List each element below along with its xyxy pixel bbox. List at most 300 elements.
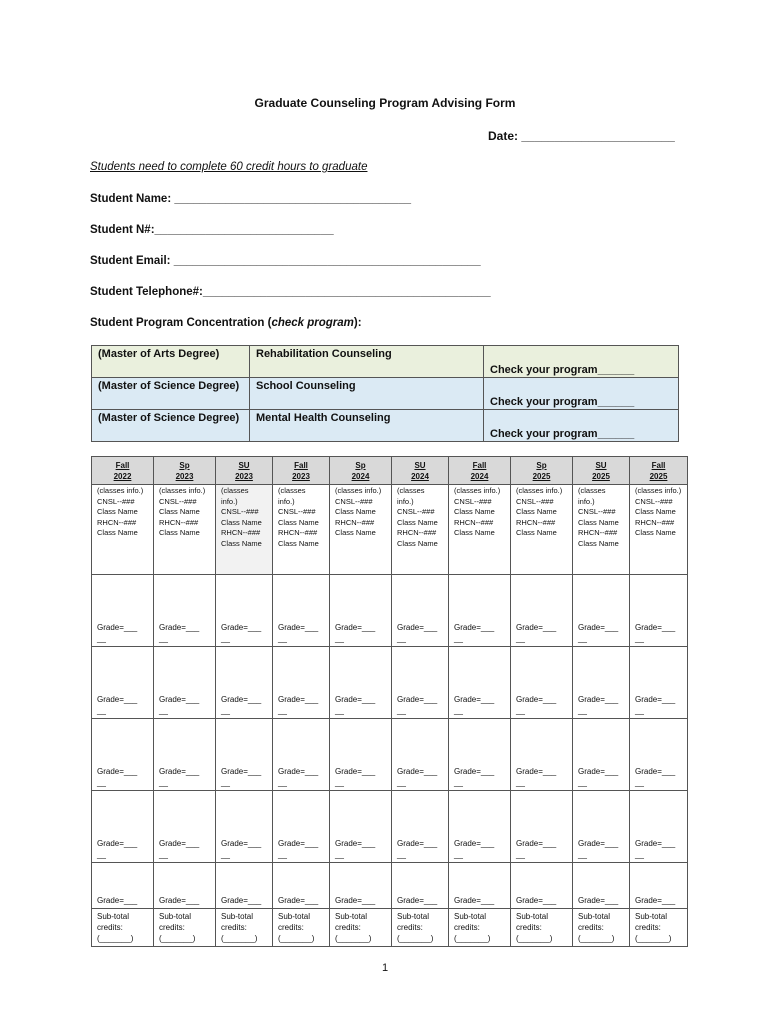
grade-cell[interactable] xyxy=(449,791,511,863)
class-info-line: (classes info.) xyxy=(97,486,144,495)
grade-cell[interactable] xyxy=(449,719,511,791)
grade-cell[interactable] xyxy=(630,791,688,863)
subtotal-line: credits: xyxy=(221,923,247,932)
class-info-cell[interactable] xyxy=(92,485,154,575)
grade-label: Grade=___ xyxy=(159,839,200,848)
class-info-cell[interactable] xyxy=(573,485,630,575)
class-info-line: (classes info.) xyxy=(159,486,206,495)
grade-blank: __ xyxy=(97,850,106,859)
student-name-field[interactable]: Student Name: _____________________________________ xyxy=(90,193,411,205)
subtotal-cell[interactable] xyxy=(573,909,630,947)
program-row xyxy=(92,346,679,378)
grade-row xyxy=(92,647,688,719)
grade-label: Grade=___ xyxy=(454,896,495,905)
subtotal-line: Sub-total xyxy=(278,912,311,921)
class-info-line: (classes info.) xyxy=(516,486,563,495)
grade-cell[interactable] xyxy=(573,791,630,863)
grade-label: Grade=___ xyxy=(335,623,376,632)
grade-blank: __ xyxy=(516,706,525,715)
grade-blank: __ xyxy=(578,706,587,715)
class-info-line: Class Name xyxy=(278,538,319,548)
grade-blank: __ xyxy=(635,706,644,715)
grade-blank: __ xyxy=(578,778,587,787)
program-concentration-label: Student Program Concentration (check program): xyxy=(90,317,362,329)
page-number: 1 xyxy=(381,962,389,974)
term-name: Sp xyxy=(355,461,366,470)
check-program-cell[interactable]: Check your program______ xyxy=(484,410,679,442)
grade-row xyxy=(92,575,688,647)
subtotal-line: (_______) xyxy=(97,934,134,943)
grade-cell[interactable] xyxy=(92,791,154,863)
grade-label: Grade=___ xyxy=(97,767,138,776)
class-info-cell[interactable] xyxy=(273,485,330,575)
class-info-line: (classes xyxy=(397,486,425,495)
grade-cell[interactable] xyxy=(273,863,330,909)
class-info-line: CNSL--### xyxy=(159,496,197,506)
grade-blank: __ xyxy=(159,706,168,715)
check-program-cell[interactable]: Check your program______ xyxy=(484,378,679,410)
class-info-line: info.) xyxy=(221,496,238,506)
subtotal-line: credits: xyxy=(278,923,304,932)
subtotal-line: credits: xyxy=(516,923,542,932)
class-info-line: Class Name xyxy=(159,528,200,537)
subtotal-line: credits: xyxy=(335,923,361,932)
grade-label: Grade=___ xyxy=(159,695,200,704)
grade-label: Grade=___ xyxy=(578,623,619,632)
grade-cell[interactable] xyxy=(330,791,392,863)
grade-label: Grade=___ xyxy=(397,695,438,704)
grade-blank: __ xyxy=(97,706,106,715)
grade-cell[interactable] xyxy=(154,791,216,863)
term-name: SU xyxy=(414,461,426,470)
grade-cell[interactable] xyxy=(92,575,154,647)
term-year: 2024 xyxy=(351,472,370,481)
grade-blank: __ xyxy=(221,706,230,715)
grade-label: Grade=___ xyxy=(278,767,319,776)
grade-cell[interactable] xyxy=(154,719,216,791)
grade-blank: __ xyxy=(454,706,463,715)
grade-blank: __ xyxy=(97,634,106,643)
class-info-line: Class Name xyxy=(221,517,262,527)
grade-label: Grade=___ xyxy=(516,695,557,704)
grade-cell[interactable] xyxy=(154,575,216,647)
subtotal-line: Sub-total xyxy=(335,912,368,921)
class-info-line: RHCN--### xyxy=(454,517,494,527)
class-info-line: Class Name xyxy=(159,507,200,516)
class-info-line: (classes info.) xyxy=(335,486,382,495)
grade-blank: __ xyxy=(635,778,644,787)
grade-label: Grade=___ xyxy=(397,623,438,632)
grade-label: Grade=___ xyxy=(635,767,676,776)
term-header-cell xyxy=(216,457,273,485)
grade-blank: __ xyxy=(159,778,168,787)
subtotal-row xyxy=(92,909,688,947)
grade-cell[interactable] xyxy=(511,863,573,909)
term-year: 2024 xyxy=(411,472,429,481)
grade-label: Grade=___ xyxy=(397,896,438,905)
term-header-cell xyxy=(92,457,154,485)
grade-label: Grade=___ xyxy=(335,695,376,704)
class-info-line: Class Name xyxy=(516,528,557,537)
grade-label: Grade=___ xyxy=(159,767,200,776)
term-name: Fall xyxy=(472,461,487,470)
class-info-line: RHCN--### xyxy=(335,517,375,527)
grade-cell[interactable] xyxy=(449,647,511,719)
program-table xyxy=(91,345,679,442)
term-year: 2022 xyxy=(113,472,132,481)
subtotal-line: credits: xyxy=(578,923,604,932)
grade-label: Grade=___ xyxy=(97,623,138,632)
degree-cell: (Master of Science Degree) xyxy=(92,378,250,410)
class-info-cell[interactable] xyxy=(154,485,216,575)
grade-label: Grade=___ xyxy=(221,839,262,848)
grade-label: Grade=___ xyxy=(516,767,557,776)
grade-blank: __ xyxy=(335,850,344,859)
subtotal-line: (_______) xyxy=(335,934,372,943)
grade-label: Grade=___ xyxy=(516,623,557,632)
grade-cell[interactable] xyxy=(392,719,449,791)
grade-label: Grade=___ xyxy=(635,896,676,905)
class-info-cell[interactable] xyxy=(392,485,449,575)
grade-cell[interactable] xyxy=(330,647,392,719)
class-info-line: CNSL--### xyxy=(397,507,435,516)
grade-label: Grade=___ xyxy=(454,623,495,632)
subtotal-line: (_______) xyxy=(578,934,615,943)
grade-cell[interactable] xyxy=(392,575,449,647)
grade-cell[interactable] xyxy=(330,863,392,909)
grade-label: Grade=___ xyxy=(221,896,262,905)
grade-cell[interactable] xyxy=(92,647,154,719)
class-info-line: CNSL--### xyxy=(221,507,259,516)
grade-label: Grade=___ xyxy=(278,623,319,632)
class-info-line: info.) xyxy=(578,496,595,506)
grade-row xyxy=(92,863,688,909)
class-info-line: Class Name xyxy=(335,507,376,516)
grade-row xyxy=(92,719,688,791)
grade-cell[interactable] xyxy=(449,863,511,909)
grade-blank: __ xyxy=(454,778,463,787)
grade-cell[interactable] xyxy=(573,575,630,647)
grade-label: Grade=___ xyxy=(159,896,200,905)
grade-cell[interactable] xyxy=(392,647,449,719)
term-name: Sp xyxy=(536,461,547,470)
grade-label: Grade=___ xyxy=(335,839,376,848)
class-info-line: RHCN--### xyxy=(578,528,618,537)
term-header-cell xyxy=(449,457,511,485)
grade-cell[interactable] xyxy=(630,863,688,909)
class-info-line: RHCN--### xyxy=(97,517,137,527)
grade-label: Grade=___ xyxy=(97,839,138,848)
subtotal-cell[interactable] xyxy=(92,909,154,947)
term-header-cell xyxy=(273,457,330,485)
grade-label: Grade=___ xyxy=(159,623,200,632)
term-year: 2023 xyxy=(175,472,194,481)
class-info-line: (classes xyxy=(578,486,606,495)
grade-blank: __ xyxy=(516,634,525,643)
term-year: 2025 xyxy=(592,472,610,481)
grade-blank: __ xyxy=(335,778,344,787)
grade-blank: __ xyxy=(221,778,230,787)
subtotal-cell[interactable] xyxy=(273,909,330,947)
class-info-line: Class Name xyxy=(516,507,557,516)
grade-blank: __ xyxy=(635,634,644,643)
subtotal-line: credits: xyxy=(454,923,480,932)
grade-blank: __ xyxy=(516,850,525,859)
grade-label: Grade=___ xyxy=(221,695,262,704)
subtotal-line: Sub-total xyxy=(578,912,611,921)
class-info-line: RHCN--### xyxy=(397,528,437,537)
class-info-line: Class Name xyxy=(397,517,438,527)
class-info-line: RHCN--### xyxy=(516,517,556,527)
grade-blank: __ xyxy=(635,850,644,859)
class-info-line: CNSL--### xyxy=(278,507,316,516)
subtotal-line: (_______) xyxy=(516,934,553,943)
class-info-line: RHCN--### xyxy=(278,528,318,537)
class-info-cell[interactable] xyxy=(330,485,392,575)
class-info-line: Class Name xyxy=(221,538,262,548)
grade-cell[interactable] xyxy=(511,575,573,647)
subtotal-line: (_______) xyxy=(635,934,672,943)
class-info-line: CNSL--### xyxy=(97,496,135,506)
grade-blank: __ xyxy=(278,850,287,859)
class-info-line: Class Name xyxy=(635,528,676,537)
subtotal-cell[interactable] xyxy=(511,909,573,947)
grade-blank: __ xyxy=(159,634,168,643)
class-info-line: CNSL--### xyxy=(516,496,554,506)
grade-cell[interactable] xyxy=(154,863,216,909)
grade-cell[interactable] xyxy=(92,719,154,791)
student-n-number-field[interactable]: Student N#:____________________________ xyxy=(90,224,334,236)
term-year: 2025 xyxy=(532,472,551,481)
term-header-row xyxy=(92,457,688,485)
term-header-cell xyxy=(330,457,392,485)
class-info-line: Class Name xyxy=(578,538,619,548)
grade-cell[interactable] xyxy=(392,791,449,863)
class-info-line: CNSL--### xyxy=(578,507,616,516)
term-year: 2024 xyxy=(470,472,489,481)
grade-cell[interactable] xyxy=(216,575,273,647)
grade-blank: __ xyxy=(454,850,463,859)
grade-blank: __ xyxy=(159,850,168,859)
grade-cell[interactable] xyxy=(511,647,573,719)
class-info-line: CNSL--### xyxy=(454,496,492,506)
term-header-cell xyxy=(154,457,216,485)
grade-cell[interactable] xyxy=(216,647,273,719)
grade-label: Grade=___ xyxy=(397,839,438,848)
grade-label: Grade=___ xyxy=(578,896,619,905)
grade-cell[interactable] xyxy=(511,791,573,863)
term-header-cell xyxy=(573,457,630,485)
course-schedule-table xyxy=(91,456,688,947)
date-field[interactable]: Date: _______________________ xyxy=(488,129,675,143)
class-info-line: RHCN--### xyxy=(221,528,261,537)
grade-label: Grade=___ xyxy=(278,695,319,704)
grade-cell[interactable] xyxy=(273,647,330,719)
grade-label: Grade=___ xyxy=(335,767,376,776)
program-name-cell: Mental Health Counseling xyxy=(250,410,484,442)
term-name: Fall xyxy=(115,461,130,470)
grade-label: Grade=___ xyxy=(97,695,138,704)
subtotal-line: (_______) xyxy=(278,934,315,943)
grade-label: Grade=___ xyxy=(335,896,376,905)
grade-blank: __ xyxy=(397,706,406,715)
class-info-line: (classes info.) xyxy=(454,486,501,495)
class-info-line: Class Name xyxy=(454,507,495,516)
subtotal-line: credits: xyxy=(159,923,185,932)
grade-label: Grade=___ xyxy=(635,839,676,848)
grade-blank: __ xyxy=(278,778,287,787)
term-year: 2023 xyxy=(292,472,310,481)
grade-label: Grade=___ xyxy=(516,896,557,905)
grade-blank: __ xyxy=(578,634,587,643)
grade-label: Grade=___ xyxy=(578,695,619,704)
term-name: SU xyxy=(238,461,250,470)
grade-cell[interactable] xyxy=(273,791,330,863)
subtotal-cell[interactable] xyxy=(392,909,449,947)
grade-label: Grade=___ xyxy=(578,839,619,848)
grade-cell[interactable] xyxy=(273,719,330,791)
class-info-cell[interactable] xyxy=(449,485,511,575)
class-info-line: (classes info.) xyxy=(635,486,682,495)
grade-cell[interactable] xyxy=(449,575,511,647)
grade-blank: __ xyxy=(397,634,406,643)
subtotal-cell[interactable] xyxy=(154,909,216,947)
grade-cell[interactable] xyxy=(630,575,688,647)
grade-blank: __ xyxy=(335,634,344,643)
program-name-cell: School Counseling xyxy=(250,378,484,410)
subtotal-line: (_______) xyxy=(397,934,434,943)
class-info-line: info.) xyxy=(278,496,295,506)
grade-blank: __ xyxy=(454,634,463,643)
subtotal-line: Sub-total xyxy=(454,912,487,921)
grade-label: Grade=___ xyxy=(635,695,676,704)
student-email-field[interactable]: Student Email: ________________________________________________ xyxy=(90,255,481,267)
grade-blank: __ xyxy=(397,778,406,787)
grade-cell[interactable] xyxy=(573,863,630,909)
subtotal-line: (_______) xyxy=(221,934,258,943)
class-info-line: Class Name xyxy=(335,528,376,537)
subtotal-line: (_______) xyxy=(159,934,196,943)
grade-cell[interactable] xyxy=(573,647,630,719)
program-name-cell: Rehabilitation Counseling xyxy=(250,346,484,378)
class-info-line: Class Name xyxy=(454,528,495,537)
term-header-cell xyxy=(392,457,449,485)
grade-cell[interactable] xyxy=(273,575,330,647)
grade-blank: __ xyxy=(516,778,525,787)
grade-label: Grade=___ xyxy=(97,896,138,905)
term-name: Sp xyxy=(179,461,190,470)
subtotal-line: credits: xyxy=(635,923,661,932)
grade-blank: __ xyxy=(335,706,344,715)
grade-cell[interactable] xyxy=(330,719,392,791)
class-info-line: Class Name xyxy=(635,507,676,516)
term-name: Fall xyxy=(651,461,666,470)
credit-requirement-note: Students need to complete 60 credit hours to graduate xyxy=(90,161,368,173)
subtotal-line: Sub-total xyxy=(397,912,430,921)
grade-row xyxy=(92,791,688,863)
class-info-cell[interactable] xyxy=(216,485,273,575)
subtotal-line: Sub-total xyxy=(159,912,192,921)
class-info-line: Class Name xyxy=(397,538,438,548)
grade-cell[interactable] xyxy=(216,791,273,863)
form-title: Graduate Counseling Program Advising Form xyxy=(254,96,516,110)
class-info-line: RHCN--### xyxy=(635,517,675,527)
class-info-line: (classes xyxy=(278,486,306,495)
class-info-line: CNSL--### xyxy=(635,496,673,506)
grade-cell[interactable] xyxy=(154,647,216,719)
class-info-line: Class Name xyxy=(97,528,138,537)
class-info-cell[interactable] xyxy=(630,485,688,575)
subtotal-line: (_______) xyxy=(454,934,491,943)
class-info-line: CNSL--### xyxy=(335,496,373,506)
grade-blank: __ xyxy=(221,634,230,643)
class-info-line: (classes xyxy=(221,486,249,495)
grade-label: Grade=___ xyxy=(454,767,495,776)
subtotal-line: Sub-total xyxy=(635,912,668,921)
term-header-cell xyxy=(511,457,573,485)
grade-label: Grade=___ xyxy=(516,839,557,848)
term-name: Fall xyxy=(294,461,308,470)
grade-cell[interactable] xyxy=(573,719,630,791)
student-telephone-field[interactable]: Student Telephone#:_____________________________________________ xyxy=(90,286,491,298)
grade-blank: __ xyxy=(578,850,587,859)
subtotal-line: credits: xyxy=(97,923,123,932)
term-header-cell xyxy=(630,457,688,485)
subtotal-line: Sub-total xyxy=(221,912,254,921)
class-info-cell[interactable] xyxy=(511,485,573,575)
subtotal-cell[interactable] xyxy=(330,909,392,947)
term-name: SU xyxy=(595,461,607,470)
grade-cell[interactable] xyxy=(92,863,154,909)
class-info-line: RHCN--### xyxy=(159,517,199,527)
grade-cell[interactable] xyxy=(630,719,688,791)
class-info-line: Class Name xyxy=(278,517,319,527)
grade-cell[interactable] xyxy=(630,647,688,719)
degree-cell: (Master of Science Degree) xyxy=(92,410,250,442)
subtotal-line: Sub-total xyxy=(97,912,130,921)
class-info-line: info.) xyxy=(397,496,414,506)
grade-label: Grade=___ xyxy=(221,767,262,776)
grade-label: Grade=___ xyxy=(221,623,262,632)
class-info-line: Class Name xyxy=(97,507,138,516)
grade-cell[interactable] xyxy=(392,863,449,909)
subtotal-line: credits: xyxy=(397,923,423,932)
grade-cell[interactable] xyxy=(330,575,392,647)
grade-label: Grade=___ xyxy=(578,767,619,776)
subtotal-cell[interactable] xyxy=(449,909,511,947)
subtotal-line: Sub-total xyxy=(516,912,549,921)
subtotal-cell[interactable] xyxy=(216,909,273,947)
degree-cell: (Master of Arts Degree) xyxy=(92,346,250,378)
grade-cell[interactable] xyxy=(216,863,273,909)
grade-label: Grade=___ xyxy=(454,695,495,704)
term-year: 2023 xyxy=(235,472,253,481)
grade-label: Grade=___ xyxy=(454,839,495,848)
grade-cell[interactable] xyxy=(216,719,273,791)
grade-blank: __ xyxy=(221,850,230,859)
class-info-line: Class Name xyxy=(578,517,619,527)
grade-blank: __ xyxy=(97,778,106,787)
term-year: 2025 xyxy=(649,472,668,481)
grade-blank: __ xyxy=(397,850,406,859)
program-row xyxy=(92,378,679,410)
subtotal-cell[interactable] xyxy=(630,909,688,947)
class-info-row xyxy=(92,485,688,575)
grade-blank: __ xyxy=(278,706,287,715)
check-program-cell[interactable]: Check your program______ xyxy=(484,346,679,378)
grade-label: Grade=___ xyxy=(278,839,319,848)
grade-cell[interactable] xyxy=(511,719,573,791)
